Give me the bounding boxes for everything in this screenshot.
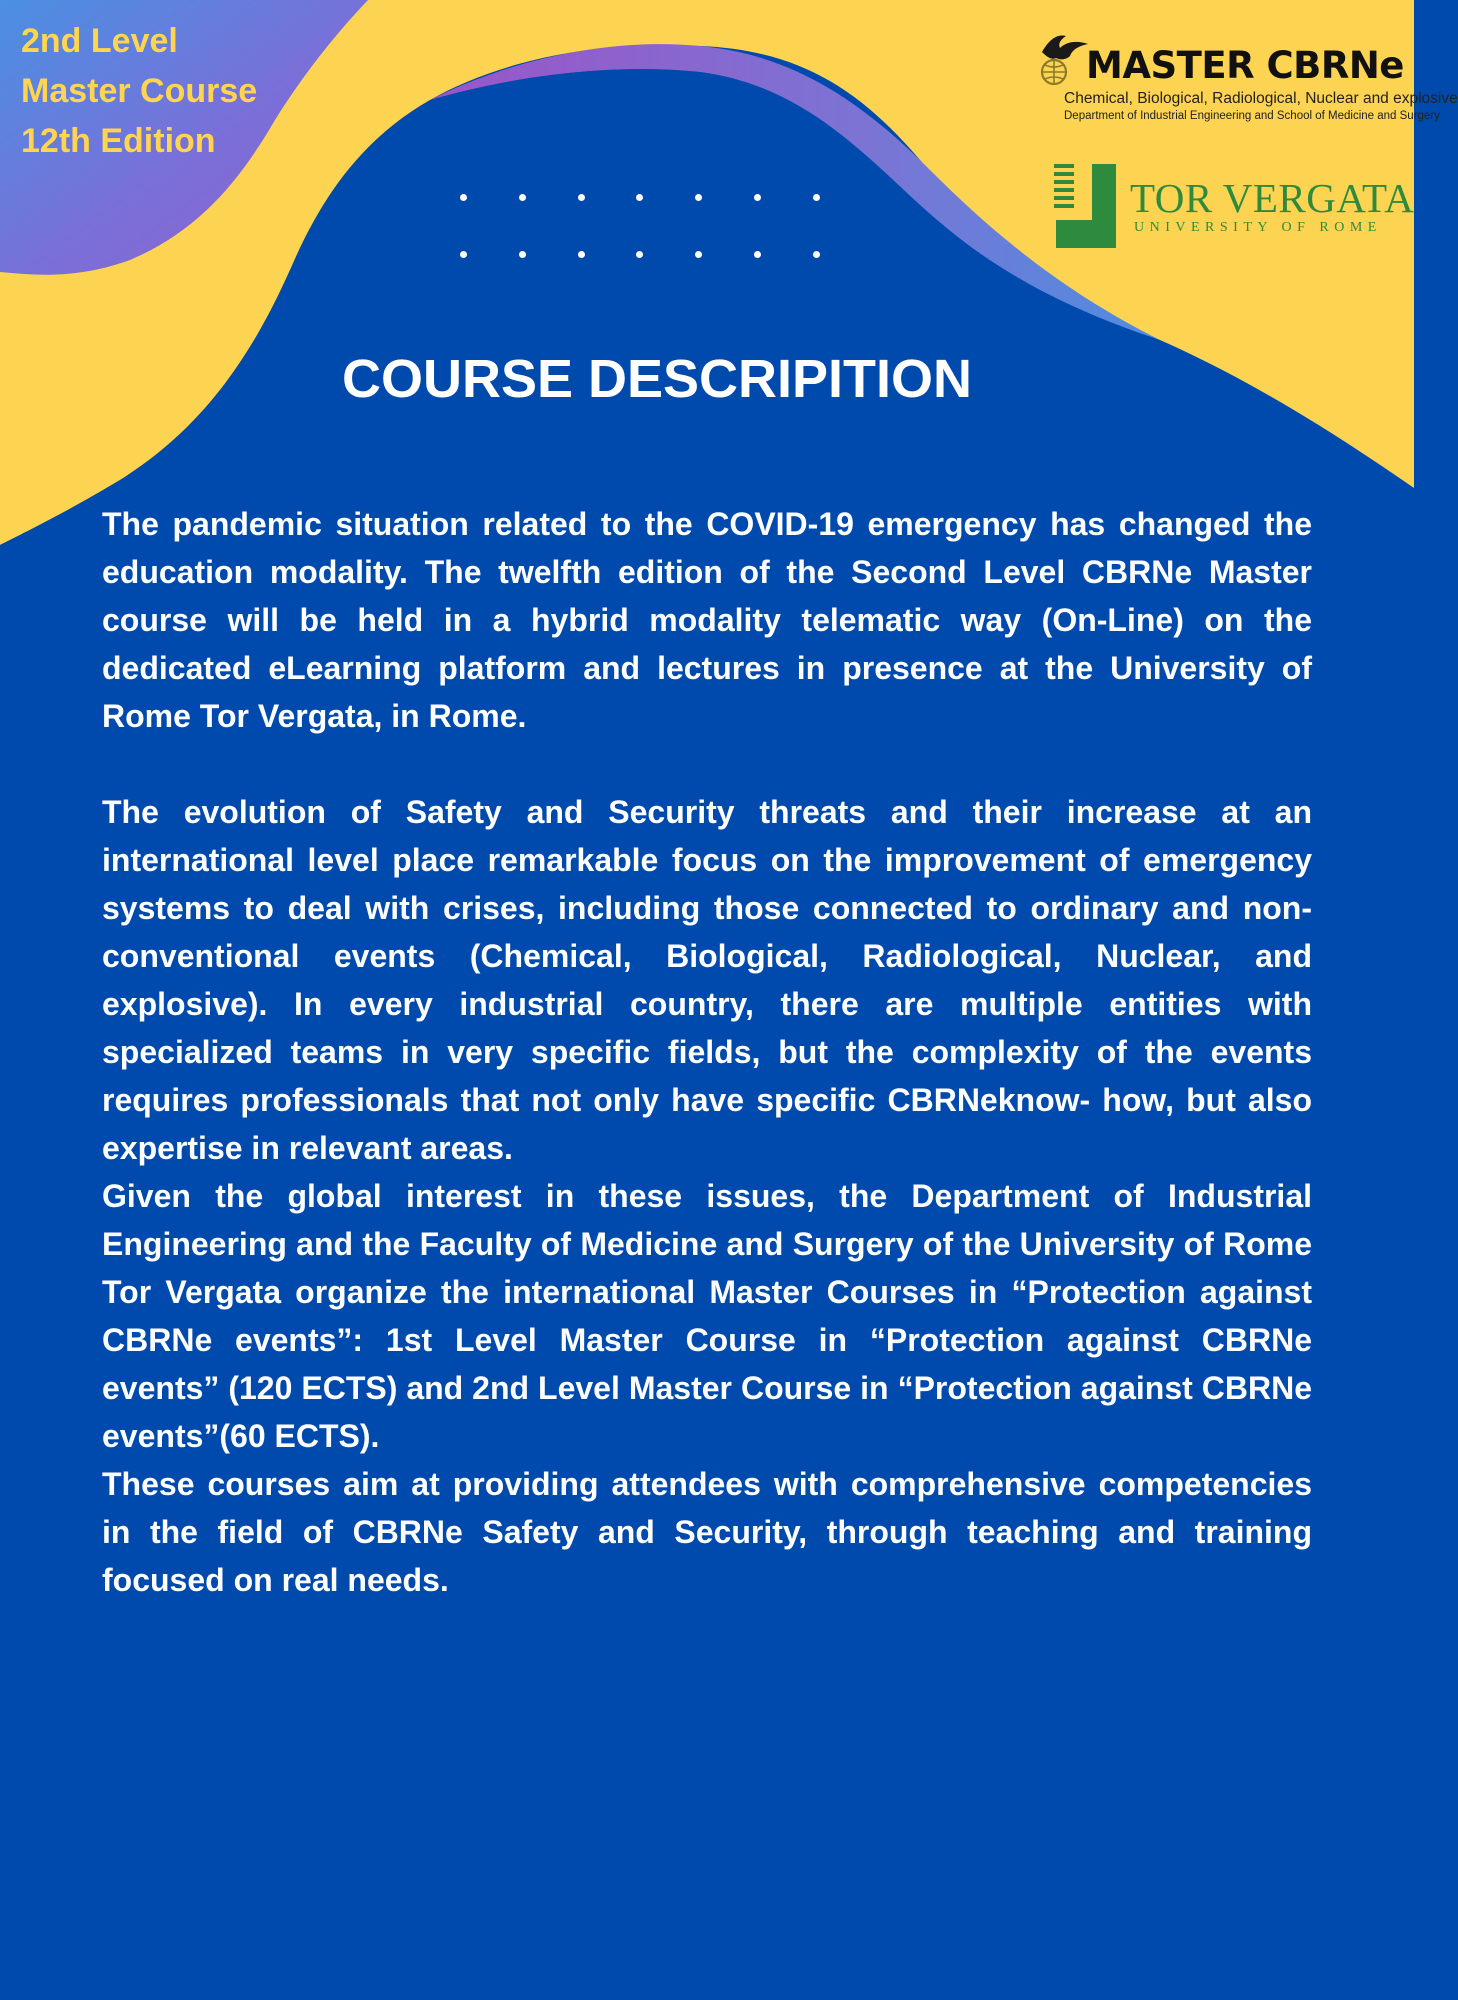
dot-row	[460, 194, 820, 201]
edition-badge	[21, 16, 257, 166]
page-title: COURSE DESCRIPITION	[341, 349, 973, 409]
master-cbrne-logo	[1036, 30, 1458, 130]
tor-vergata-emblem-icon	[1054, 162, 1118, 248]
description-paragraph: The evolution of Safety and Security threats and their increase at an international level place remarkable focus on the improvement of emergency systems to deal with crises, including those connected to ordinary and non-conventional events (Chemical, Biological, Radiological, Nuclear, and explosive). In every industrial country, there are multiple entities with specialized teams in very specific fields, but the complexity of the events requires professionals that not only have specific CBRNeknow- how, but also expertise in relevant areas.	[102, 794, 1312, 1166]
cbrne-logo-department: Department of Industrial Engineering and School of Medicine and Surgery	[1064, 110, 1440, 122]
tor-vergata-logo	[1054, 162, 1415, 252]
dot	[754, 194, 761, 201]
description-paragraph: These courses aim at providing attendees with comprehensive competencies in the field of CBRNe Safety and Security, through teaching and training focused on real needs.	[102, 1466, 1312, 1598]
cbrne-logo-subtitle: Chemical, Biological, Radiological, Nuclear and explosive	[1064, 90, 1458, 107]
edition-number: 12th Edition	[21, 122, 216, 160]
dot	[519, 251, 526, 258]
description-paragraph: Given the global interest in these issues, the Department of Industrial Engineering and the Faculty of Medicine and Surgery of the University of Rome Tor Vergata organize the international Master Courses in “Protection against CBRNe events”: 1st Level Master Course in “Protection against CBRNe events” (120 ECTS) and 2nd Level Master Course in “Protection against CBRNe events”(60 ECTS).	[102, 1178, 1312, 1454]
tor-vergata-subtitle: UNIVERSITY OF ROME	[1134, 220, 1382, 235]
dot	[460, 194, 467, 201]
tor-vergata-name: TOR VERGATA	[1130, 175, 1415, 221]
edition-course: Master Course	[21, 72, 258, 110]
dot	[695, 251, 702, 258]
dot	[754, 251, 761, 258]
edition-level: 2nd Level	[21, 22, 178, 60]
dot	[636, 194, 643, 201]
cbrne-logo-title: MASTER CBRNe	[1086, 44, 1404, 87]
dot	[519, 194, 526, 201]
description-paragraph: The pandemic situation related to the COVID-19 emergency has changed the education modality. The twelfth edition of the Second Level CBRNe Master course will be held in a hybrid modality telematic way (On-Line) on the dedicated eLearning platform and lectures in presence at the University of Rome Tor Vergata, in Rome.	[102, 506, 1312, 734]
decorative-dot-grid	[460, 194, 820, 308]
dot	[460, 251, 467, 258]
dot	[813, 251, 820, 258]
dot-row	[460, 251, 820, 258]
dot	[695, 194, 702, 201]
dot	[636, 251, 643, 258]
eagle-globe-icon	[1036, 30, 1092, 90]
dot	[578, 251, 585, 258]
dot	[578, 194, 585, 201]
course-description-body	[102, 500, 1312, 1604]
dot	[813, 194, 820, 201]
